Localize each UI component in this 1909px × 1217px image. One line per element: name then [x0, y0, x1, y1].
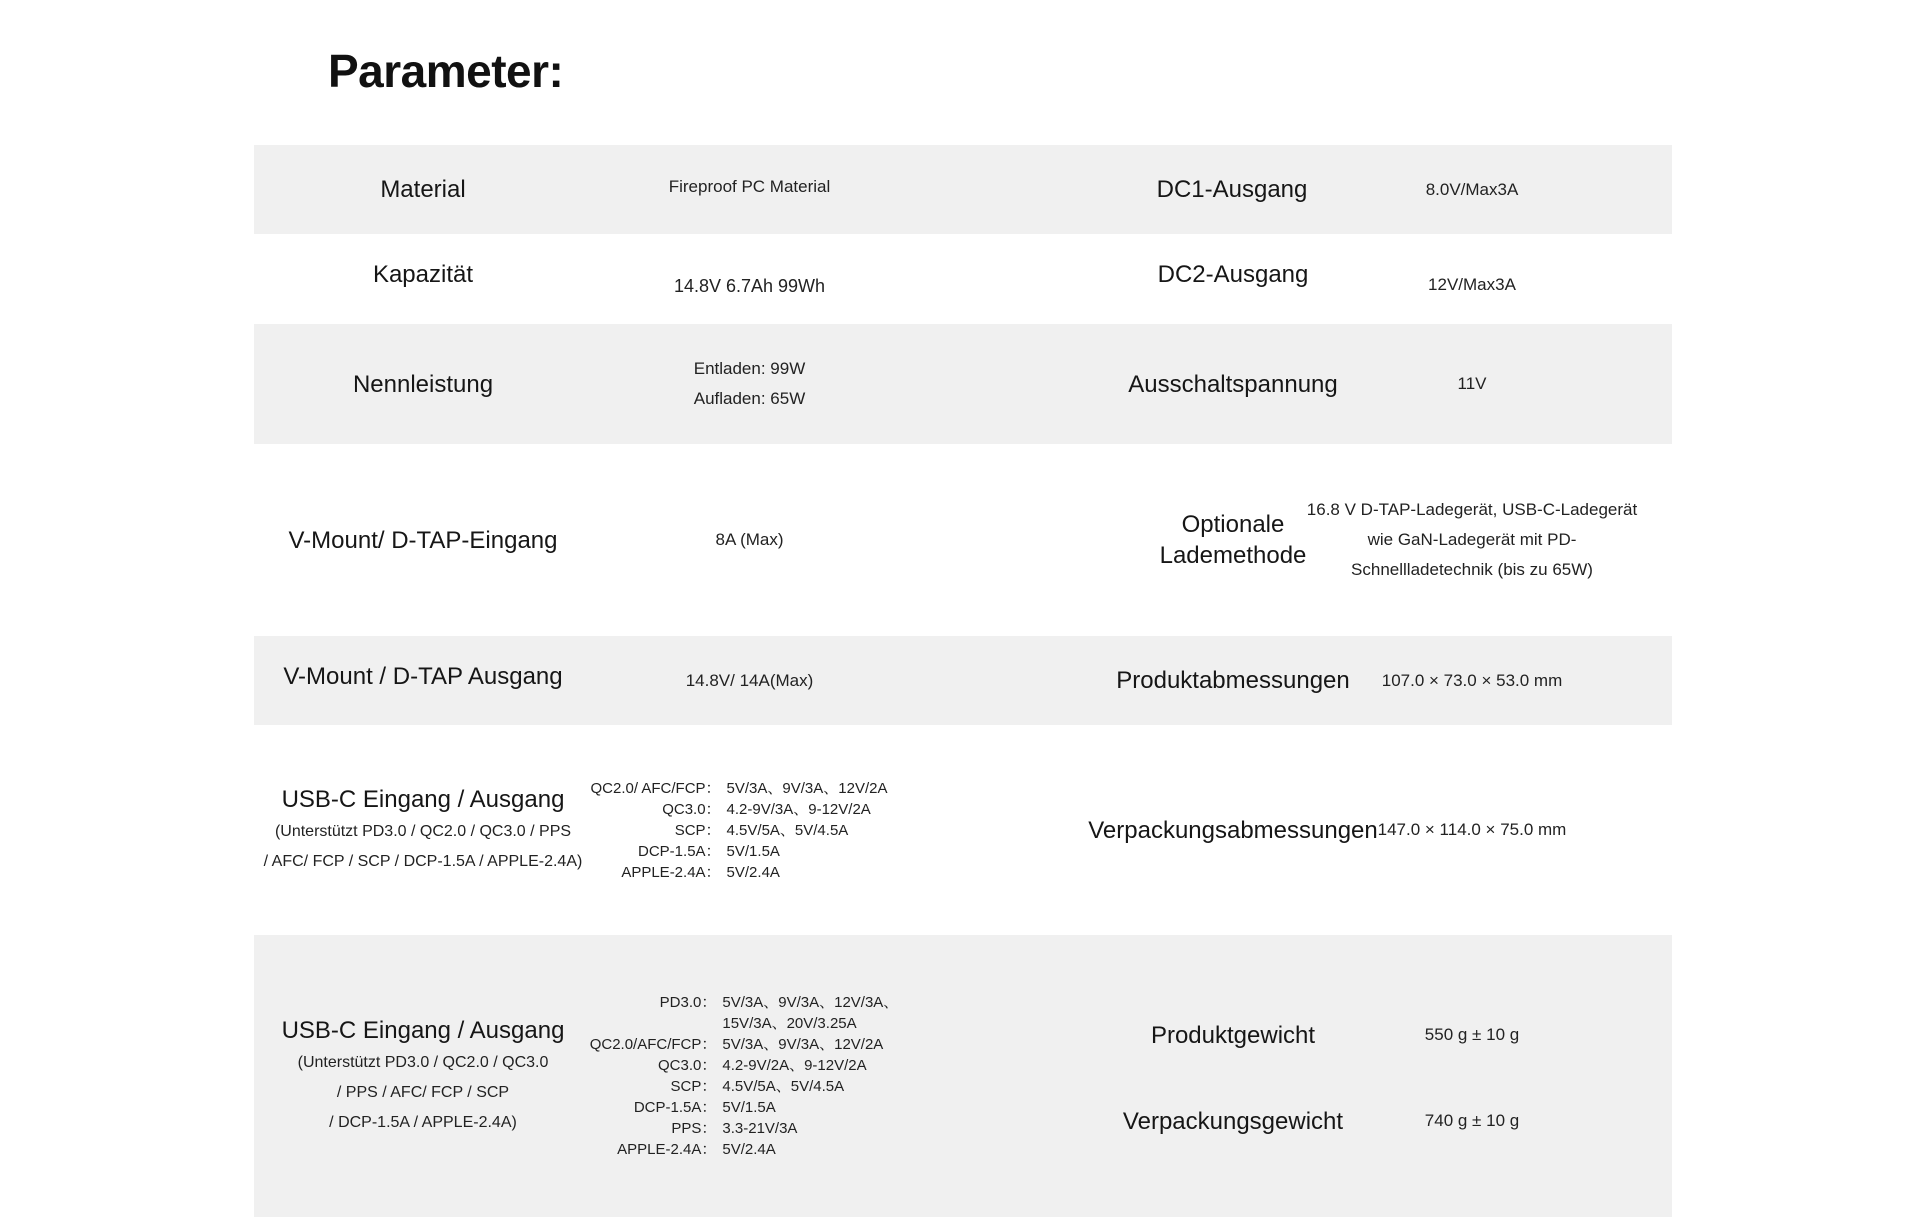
row-value-cell — [592, 444, 907, 636]
row-value-cell — [1272, 636, 1672, 725]
spec-value: 5V/3A、9V/3A、12V/2A — [722, 1036, 884, 1053]
row-value-line: Schnellladetechnik (bis zu 65W) — [1351, 560, 1593, 579]
row-note-line: / DCP-1.5A / APPLE-2.4A) — [329, 1113, 517, 1131]
row-value-cell — [1272, 234, 1672, 324]
spec-key: SCP： — [674, 821, 721, 839]
row-value-cell — [592, 234, 907, 324]
row-note-line: (Unterstützt PD3.0 / QC2.0 / QC3.0 — [297, 1053, 549, 1071]
row-label-cell — [254, 725, 592, 935]
row-value-cell — [589, 935, 899, 1217]
spec-value: 5V/2.4A — [722, 1141, 776, 1158]
row-label: Kapazität — [372, 260, 474, 288]
row-value-cell — [1272, 725, 1672, 935]
row-label-line: Lademethode — [1159, 542, 1307, 569]
row-label-cell — [254, 636, 592, 725]
spec-list — [591, 778, 888, 883]
table-row — [254, 444, 1672, 636]
row-value-cell — [1272, 324, 1672, 444]
row-value: 8A (Max) — [715, 530, 784, 549]
row-value-line: Aufladen: 65W — [693, 389, 806, 408]
page-title: Parameter: — [328, 45, 564, 97]
spec-key: PPS： — [671, 1120, 717, 1137]
spec-value: 15V/3A、20V/3.25A — [722, 1015, 857, 1032]
row-value-line: Entladen: 99W — [693, 359, 806, 378]
spec-value: 5V/1.5A — [726, 842, 780, 860]
spec-key: QC2.0/ AFC/FCP： — [590, 779, 721, 797]
spec-key — [590, 1013, 717, 1034]
spec-value: 4.2-9V/3A、9-12V/2A — [726, 800, 871, 818]
row-value: 740 g ± 10 g — [1424, 1111, 1520, 1130]
spec-key: DCP-1.5A： — [638, 842, 721, 860]
spec-key: APPLE-2.4A： — [617, 1141, 717, 1158]
row-label: Verpackungsabmessungen — [1088, 816, 1378, 844]
row-label: Material — [380, 176, 466, 203]
spec-table — [254, 145, 1672, 1217]
row-label-cell — [254, 444, 592, 636]
spec-key: PD3.0： — [659, 994, 717, 1011]
row-label: USB-C Eingang / Ausgang — [281, 785, 565, 813]
row-label: USB-C Eingang / Ausgang — [281, 1016, 565, 1044]
spec-key: SCP： — [670, 1078, 717, 1095]
row-value: 11V — [1457, 374, 1487, 393]
table-row — [254, 725, 1672, 935]
spec-key: QC2.0/AFC/FCP： — [589, 1036, 717, 1053]
table-row — [254, 234, 1672, 324]
row-note-line: / PPS / AFC/ FCP / SCP — [336, 1083, 510, 1101]
row-label: Verpackungsgewicht — [1122, 1107, 1344, 1135]
row-value: 147.0 × 114.0 × 75.0 mm — [1377, 820, 1567, 839]
spec-value: 5V/1.5A — [722, 1099, 776, 1116]
row-value-cell — [592, 636, 907, 725]
spec-key: DCP-1.5A： — [633, 1099, 717, 1116]
spec-value: 3.3-21V/3A — [722, 1120, 798, 1137]
spec-value: 5V/3A、9V/3A、12V/3A、 — [722, 994, 899, 1011]
row-label-cell — [254, 234, 592, 324]
row-value-cell — [592, 145, 907, 234]
spec-key: APPLE-2.4A： — [621, 863, 721, 881]
row-value: 14.8V 6.7Ah 99Wh — [673, 276, 826, 296]
row-value-cell — [1272, 444, 1672, 636]
row-label: DC2-Ausgang — [1157, 260, 1309, 288]
row-value: Fireproof PC Material — [668, 176, 831, 196]
row-value-cell — [1272, 1091, 1672, 1151]
spec-key: QC3.0： — [658, 1057, 717, 1074]
row-value-line: wie GaN-Ladegerät mit PD- — [1367, 530, 1577, 549]
spec-value: 4.5V/5A、5V/4.5A — [722, 1078, 845, 1095]
spec-value: 4.2-9V/2A、9-12V/2A — [722, 1057, 867, 1074]
row-note-line: / AFC/ FCP / SCP / DCP-1.5A / APPLE-2.4A) — [263, 852, 583, 870]
row-value: 8.0V/Max3A — [1425, 179, 1519, 199]
table-row — [254, 145, 1672, 234]
row-value: 14.8V/ 14A(Max) — [685, 670, 814, 690]
row-note-line: (Unterstützt PD3.0 / QC2.0 / QC3.0 / PPS — [274, 822, 572, 840]
spec-key: QC3.0： — [662, 800, 721, 818]
row-label: Nennleistung — [352, 370, 494, 398]
row-label: Produktgewicht — [1150, 1021, 1316, 1049]
row-label-cell — [254, 935, 592, 1217]
row-label: V-Mount / D-TAP Ausgang — [283, 662, 563, 690]
row-value: 550 g ± 10 g — [1424, 1025, 1520, 1044]
spec-value: 5V/2.4A — [726, 863, 780, 881]
table-row — [254, 636, 1672, 725]
row-value-cell — [590, 725, 888, 935]
spec-list — [590, 992, 899, 1160]
spec-value: 4.5V/5A、5V/4.5A — [726, 821, 849, 839]
row-label-line: Optionale — [1181, 511, 1285, 538]
table-row — [254, 324, 1672, 444]
table-row — [254, 935, 1672, 1217]
row-label: Ausschaltspannung — [1128, 370, 1338, 398]
row-value: 12V/Max3A — [1428, 275, 1516, 294]
row-value-cell — [592, 324, 907, 444]
row-value-line: 16.8 V D-TAP-Ladegerät, USB-C-Ladegerät — [1306, 500, 1638, 519]
row-label: DC1-Ausgang — [1156, 176, 1308, 203]
row-label-cell — [254, 324, 592, 444]
row-label: V-Mount/ D-TAP-Eingang — [288, 526, 558, 554]
spec-value: 5V/3A、9V/3A、12V/2A — [726, 779, 888, 797]
row-value-cell — [1272, 1005, 1672, 1065]
row-value: 107.0 × 73.0 × 53.0 mm — [1381, 670, 1563, 690]
row-label: Produktabmessungen — [1116, 667, 1350, 694]
row-value-cell — [1272, 145, 1672, 234]
row-label-cell — [254, 145, 592, 234]
